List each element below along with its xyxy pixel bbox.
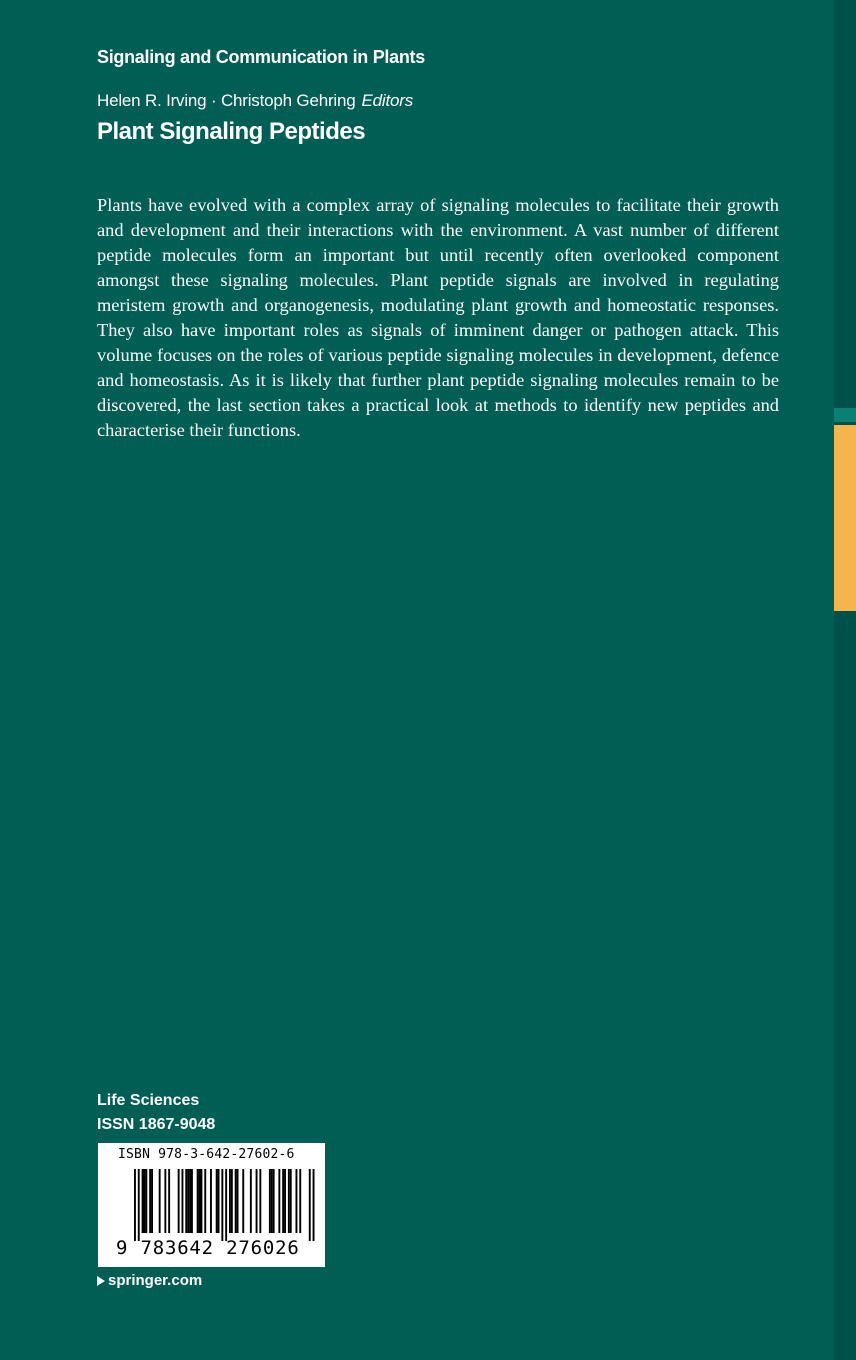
barcode-bar [237,1169,239,1233]
barcode-bar [138,1169,140,1241]
barcode-bar [278,1169,280,1233]
arrow-icon [97,1276,105,1286]
spine-accent-line [834,408,856,422]
barcode-bar [142,1169,144,1233]
publisher-link[interactable] [97,1272,202,1289]
book-description: Plants have evolved with a complex array of signaling molecules to facilitate their growth and development and their interactions with the environment. A vast number of different peptide molecules form an important but until recently often overlooked component amongst these signaling molecules. Plant peptide signals are involved in regulating meristem growth and organogenesis, modulating plant growth and homeostatic responses. They also have important roles as signals of imminent danger or pathogen attack. This volume focuses on the roles of various peptide signaling molecules in development, defence and homeostasis. As it is likely that further plant peptide signaling molecules remain to be discovered, the last section takes a practical look at methods to identify new peptides and characterise their functions. [97,195,779,440]
barcode-bar [216,1169,218,1233]
barcode-bar [191,1169,193,1233]
barcode-icon [98,1169,325,1241]
barcode-bar [290,1169,292,1233]
barcode-bar [204,1169,206,1233]
subject-label: Life Sciences [97,1092,200,1109]
barcode-bar [221,1169,223,1241]
barcode-bar [134,1169,136,1241]
barcode-bar [178,1169,180,1233]
barcode-bar [242,1169,244,1233]
book-title: Plant Signaling Peptides [97,118,366,145]
editors-names: Helen R. Irving · Christoph Gehring [97,91,356,110]
barcode-bar [309,1169,311,1241]
barcode-bar [282,1169,284,1233]
barcode-bar [145,1169,147,1233]
isbn-text: ISBN 978-3-642-27602-6 [118,1147,295,1162]
barcode-bar [269,1169,271,1233]
barcode-bar [299,1169,301,1233]
barcode-bar [144,1169,146,1233]
publisher-url: springer.com [108,1272,203,1289]
barcode-bar [185,1169,187,1233]
barcode-bar [199,1169,201,1233]
barcode-bar [313,1169,315,1241]
barcode-bar [296,1169,298,1233]
barcode-bar [271,1169,273,1233]
barcode-bar [187,1169,189,1233]
barcode-bar [273,1169,275,1233]
editors-line [97,91,413,111]
barcode-number: 9 783642 276026 [116,1237,300,1259]
barcode-bar [229,1169,231,1233]
barcode-bar [284,1169,286,1233]
barcode-bar [288,1169,290,1233]
barcode-bar [159,1169,161,1233]
editors-role: Editors [361,91,414,110]
barcode-bar [168,1169,170,1233]
barcode-bar [259,1169,261,1233]
barcode-bar [250,1169,252,1233]
barcode-bar [218,1169,220,1233]
barcode-bar [231,1169,233,1233]
barcode-bar [182,1169,184,1233]
barcode-bar [149,1169,151,1233]
barcode-bar [256,1169,258,1233]
barcode-box [98,1143,325,1267]
barcode-bar [225,1169,227,1241]
barcode-bar [151,1169,153,1233]
barcode-bar [201,1169,203,1233]
spine-strip [834,0,856,1360]
series-title: Signaling and Communication in Plants [97,47,425,67]
spine-orange-band [834,425,856,611]
barcode-bar [164,1169,166,1233]
barcode-bar [210,1169,212,1233]
issn-label: ISSN 1867-9048 [97,1116,216,1133]
barcode-bar [197,1169,199,1233]
barcode-bar [189,1169,191,1233]
barcode-bar [235,1169,237,1233]
